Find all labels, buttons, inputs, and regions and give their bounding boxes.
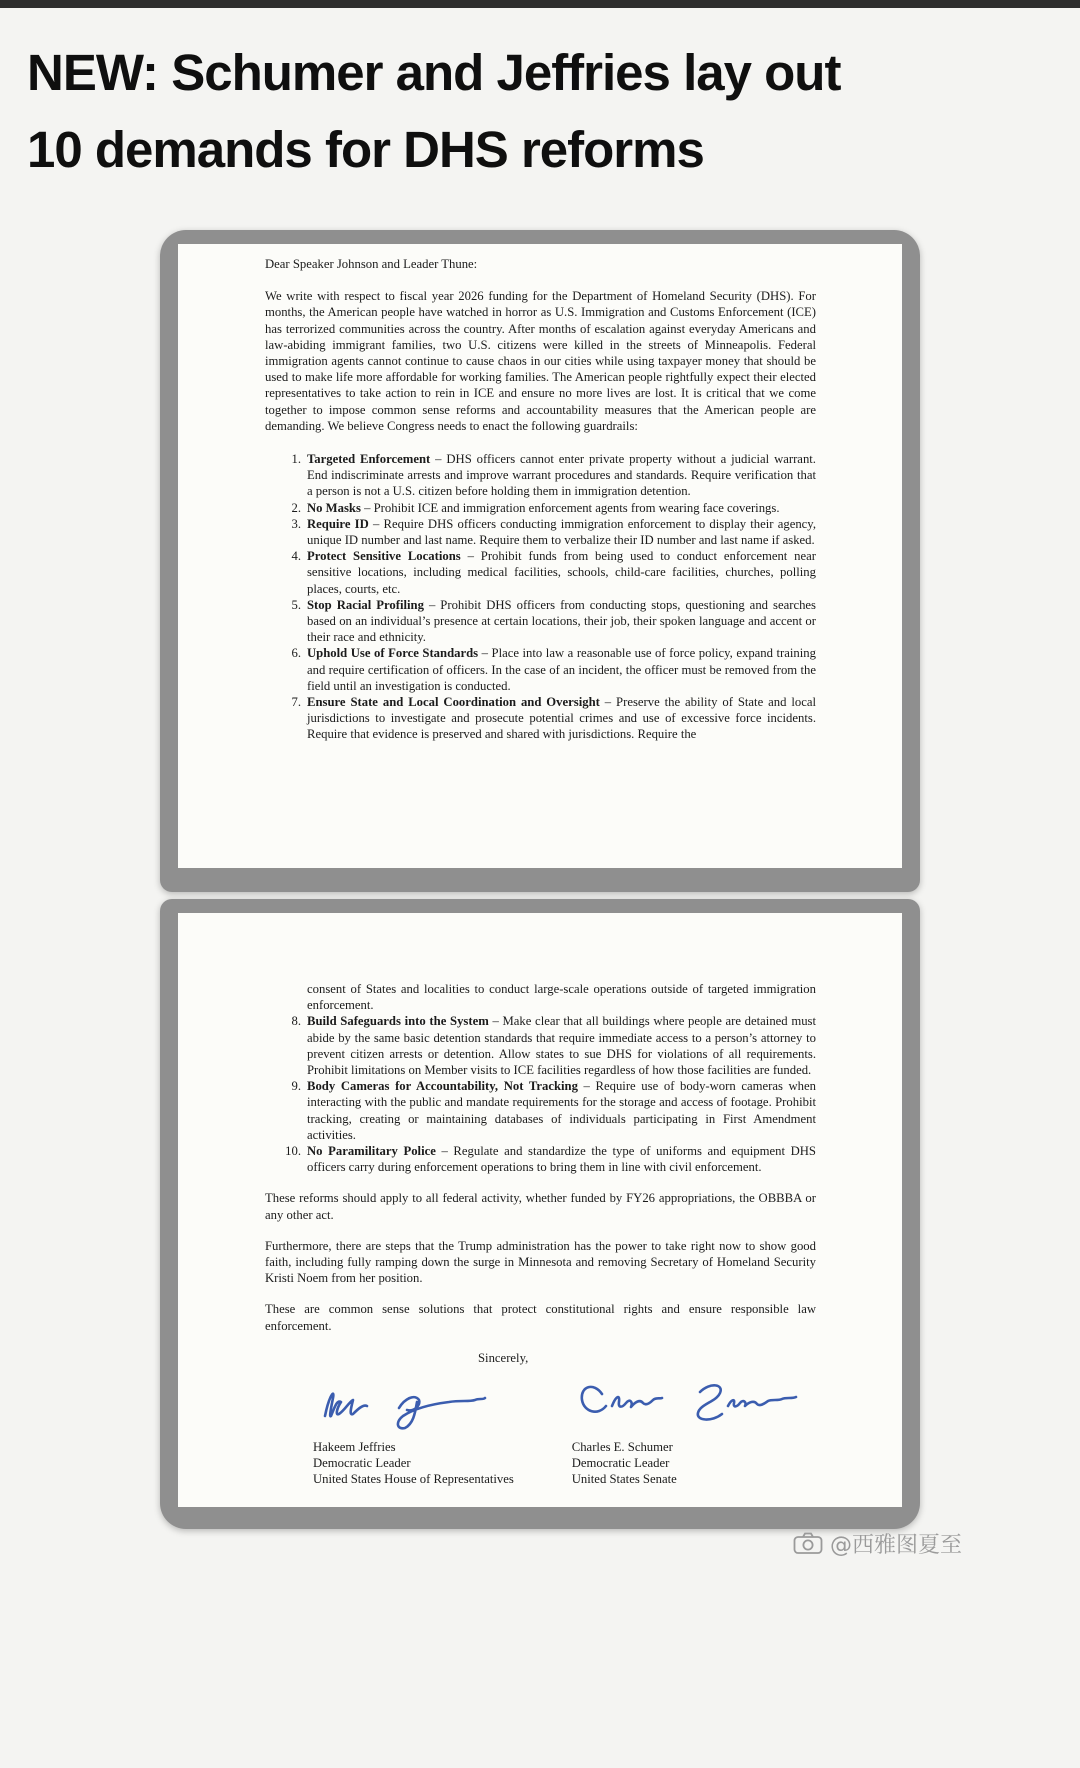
hakeem-jeffries-signature bbox=[313, 1378, 513, 1432]
demand-text bbox=[307, 694, 816, 743]
demand-title: Targeted Enforcement bbox=[307, 452, 431, 467]
demand-title: Ensure State and Local Coordination and Oversight bbox=[307, 695, 600, 710]
demand-body: – Require use of body-worn cameras when interacting with the public and mandate requirements for the storage and access of footage. Prohibit tracking, creating or maintaining databases of individuals participating in First Amendment activities. bbox=[307, 1079, 816, 1142]
demand-item-1 bbox=[265, 451, 816, 500]
signer-name: Hakeem Jeffries bbox=[313, 1440, 396, 1455]
demand-text bbox=[307, 1078, 816, 1143]
headline-line-1: NEW: Schumer and Jeffries lay out bbox=[27, 44, 841, 101]
demand-number: 5. bbox=[291, 597, 301, 612]
demand-title: No Paramilitary Police bbox=[307, 1144, 436, 1159]
letter-page-2-image[interactable] bbox=[160, 899, 920, 1529]
signer-title: Democratic Leader bbox=[313, 1455, 411, 1470]
schumer-typed-block bbox=[572, 1440, 816, 1487]
demand-item-7 bbox=[265, 694, 816, 743]
demand-text bbox=[307, 500, 816, 516]
window-top-edge bbox=[0, 0, 1080, 8]
demand-body: – Place into law a reasonable use of force policy, expand training and require certification of officers. In the case of an incident, the officer must be removed from the field until an investigation is conducted. bbox=[307, 646, 816, 693]
demand-number: 4. bbox=[291, 549, 301, 564]
demand-text bbox=[307, 451, 816, 500]
letter-page-1 bbox=[178, 244, 902, 868]
demand-title: Build Safeguards into the System bbox=[307, 1014, 489, 1029]
demand-number: 6. bbox=[291, 646, 301, 661]
signatures-row bbox=[265, 1376, 816, 1487]
demand-number: 7. bbox=[291, 695, 301, 710]
demand-item-5 bbox=[265, 597, 816, 646]
demand-item-6 bbox=[265, 645, 816, 694]
headline-line-2: 10 demands for DHS reforms bbox=[27, 121, 704, 178]
demand-title: Uphold Use of Force Standards bbox=[307, 646, 479, 661]
demand-number: 1. bbox=[291, 452, 301, 467]
demand-text bbox=[307, 1143, 816, 1175]
demand-item-3 bbox=[265, 516, 816, 548]
demand-text bbox=[307, 516, 816, 548]
demand-body: – DHS officers cannot enter private property without a judicial warrant. End indiscriminate arrests and improve warrant procedures and standards. Require verification that a person is not a U.S. citizen before holding them in immigration detention. bbox=[307, 452, 816, 499]
demand-body: – Require DHS officers conducting immigration enforcement to display their agency, unique ID number and last name. Require them to verbalize their ID number and last name if asked. bbox=[307, 516, 816, 548]
demand-number: 3. bbox=[291, 516, 301, 531]
demand-item-9 bbox=[265, 1078, 816, 1143]
letter-page-1-image[interactable] bbox=[160, 230, 920, 892]
signer-org: United States Senate bbox=[571, 1471, 677, 1486]
demand-body: – Make clear that all buildings where people are detained must abide by the same basic detention standards that require immediate access to a person’s attorney to prevent citizen arrests or detention. Allow states to sue DHS for violations of all requirements. Prohibit limitations on Member visits to ICE facilities regardless of how those facilities are funded. bbox=[307, 1014, 817, 1078]
demand-title: Require ID bbox=[307, 516, 369, 531]
closing-paragraph-2: Furthermore, there are steps that the Trump administration has the power to take right now to show good faith, including fully ramping down the surge in Minnesota and removing Secretary of Homeland Security Kristi Noem from her position. bbox=[265, 1238, 816, 1286]
demand-text bbox=[307, 645, 816, 694]
demand-text bbox=[307, 548, 816, 597]
sincerely-line: Sincerely, bbox=[478, 1350, 529, 1365]
demand-title: Protect Sensitive Locations bbox=[307, 549, 461, 564]
watermark-handle: @西雅图夏至 bbox=[829, 1533, 962, 1558]
demand-body: – Prohibit funds from being used to conduct enforcement near sensitive locations, including medical facilities, schools, child-care facilities, churches, polling places, courts, etc. bbox=[307, 549, 817, 596]
post-headline bbox=[0, 8, 1080, 188]
demand-body: – Regulate and standardize the type of uniforms and equipment DHS officers carry during enforcement operations to bring them in line with civil enforcement. bbox=[307, 1144, 816, 1175]
letter-images-column bbox=[160, 230, 920, 1529]
letter-intro-paragraph: We write with respect to fiscal year 2026 funding for the Department of Homeland Security (DHS). For months, the American people have watched in horror as U.S. Immigration and Customs Enforcement (ICE) has terrorized communities across the country. After months of escalation against everyday Americans and law-abiding immigrant families, two U.S. citizens were killed in the streets of Minneapolis. Federal immigration agents cannot continue to cause chaos in our cities while using taxpayer money that should be used to make life more affordable for working families. The American people rightfully expect their elected representatives to take action to rein in ICE and ensure no more lives are lost. It is critical that we come together to impose common sense reforms and accountability measures that the American people are demanding. We believe Congress needs to enact the following guardrails: bbox=[265, 289, 816, 433]
demand-body: – Prohibit ICE and immigration enforcement agents from wearing face coverings. bbox=[360, 500, 780, 515]
demand-body: – Preserve the ability of State and local jurisdictions to investigate and prosecute potential crimes and use of excessive force incidents. Require that evidence is preserved and shared with jurisdictions. Require the bbox=[307, 695, 816, 742]
demand-number: 2. bbox=[291, 500, 301, 515]
jeffries-signature-block bbox=[313, 1378, 536, 1487]
demand-7-continuation: consent of States and localities to conduct large-scale operations outside of targeted immigration enforcement. bbox=[307, 982, 816, 1013]
demand-item-2 bbox=[265, 500, 816, 516]
demand-text bbox=[307, 1013, 816, 1078]
letter-salutation: Dear Speaker Johnson and Leader Thune: bbox=[265, 257, 478, 271]
closing-paragraph-1: These reforms should apply to all federal activity, whether funded by FY26 appropriations, the OBBBA or any other act. bbox=[265, 1191, 816, 1222]
demand-number: 9. bbox=[291, 1079, 301, 1094]
demand-number: 10. bbox=[285, 1144, 301, 1159]
charles-schumer-signature bbox=[572, 1376, 807, 1432]
weibo-watermark bbox=[793, 1528, 962, 1559]
demand-title: No Masks bbox=[307, 500, 361, 515]
signer-name: Charles E. Schumer bbox=[571, 1440, 673, 1455]
signer-org: United States House of Representatives bbox=[313, 1471, 514, 1486]
camera-icon bbox=[793, 1532, 823, 1555]
closing-paragraph-3: These are common sense solutions that protect constitutional rights and ensure responsible law enforcement. bbox=[265, 1302, 816, 1333]
demand-item-4 bbox=[265, 548, 816, 597]
schumer-signature-block bbox=[572, 1376, 816, 1487]
demand-title: Body Cameras for Accountability, Not Tracking bbox=[307, 1079, 578, 1094]
demand-text bbox=[307, 597, 816, 646]
demand-title: Stop Racial Profiling bbox=[307, 597, 424, 612]
demand-body: – Prohibit DHS officers from conducting stops, questioning and searches based on an individual’s presence at certain locations, their job, their spoken language and accent or their race and ethnicity. bbox=[307, 597, 816, 645]
demand-number: 8. bbox=[291, 1014, 301, 1029]
demand-item-10 bbox=[265, 1143, 816, 1175]
jeffries-typed-block bbox=[313, 1440, 536, 1487]
signer-title: Democratic Leader bbox=[571, 1455, 670, 1470]
demands-list-2 bbox=[265, 1013, 816, 1175]
demands-list-1 bbox=[265, 451, 816, 743]
letter-page-2 bbox=[178, 913, 902, 1507]
demand-item-8 bbox=[265, 1013, 816, 1078]
